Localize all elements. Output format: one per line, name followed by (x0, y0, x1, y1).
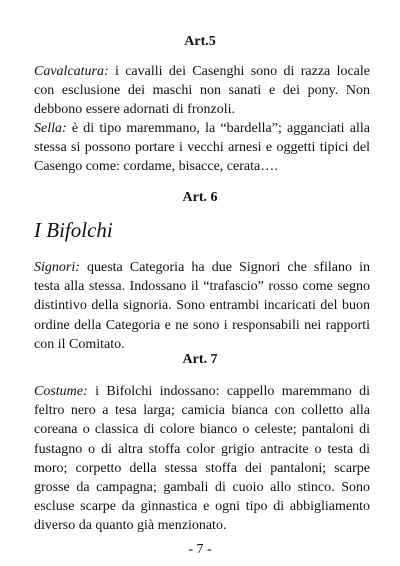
art5-sella-label: Sella: (34, 121, 67, 136)
art5-sella-text: è di tipo maremmano, la “bardella”; agganciati alla stessa si possono portare i vecchi arnesi e oggetti tipici del Casengo come: cordame, bisacce, cerata…. (34, 121, 370, 175)
art7-heading: Art. 7 (182, 352, 218, 367)
art5-cavalcatura-text: i cavalli dei Casenghi sono di razza locale con esclusione dei maschi non sanati e dei pony. Non debbono essere adornati di fronzoli. (34, 64, 370, 118)
art5-heading: Art.5 (184, 34, 216, 49)
art7-costume-text: i Bifolchi indossano: cappello maremmano di feltro nero a tesa larga; camicia bianca con colletto alla coreana o classica di colore bianco o celeste; pantaloni di fustagno o di altra stoffa color grigio antracite o testa di moro; corpetto della stessa stoffa dei pantaloni; scarpe grosse da campagna; gambali di cuoio allo stinco. Sono escluse scarpe da ginnastica e ogni tipo di abbigliamento diverso da quanto già menzionato. (34, 384, 370, 534)
art5-paragraph-cavalcatura (34, 62, 370, 120)
art7-costume-label: Costume: (34, 384, 88, 399)
art7-paragraph-costume (34, 382, 370, 536)
art6-signori-label: Signori: (34, 260, 80, 275)
art6-paragraph-signori (34, 258, 370, 354)
art5-paragraph-sella (34, 119, 370, 177)
art6-signori-text: questa Categoria ha due Signori che sfilano in testa alla stessa. Indossano il “trafascio” rosso come segno distintivo della signoria. Sono entrambi incaricati del buon ordine della Categoria e ne sono i responsabili nei rapporti con il Comitato. (34, 260, 370, 352)
art5-cavalcatura-label: Cavalcatura: (34, 64, 109, 79)
section-title-bifolchi: I Bifolchi (34, 218, 113, 242)
art6-heading: Art. 6 (182, 190, 218, 205)
page-number: - 7 - (188, 542, 212, 557)
